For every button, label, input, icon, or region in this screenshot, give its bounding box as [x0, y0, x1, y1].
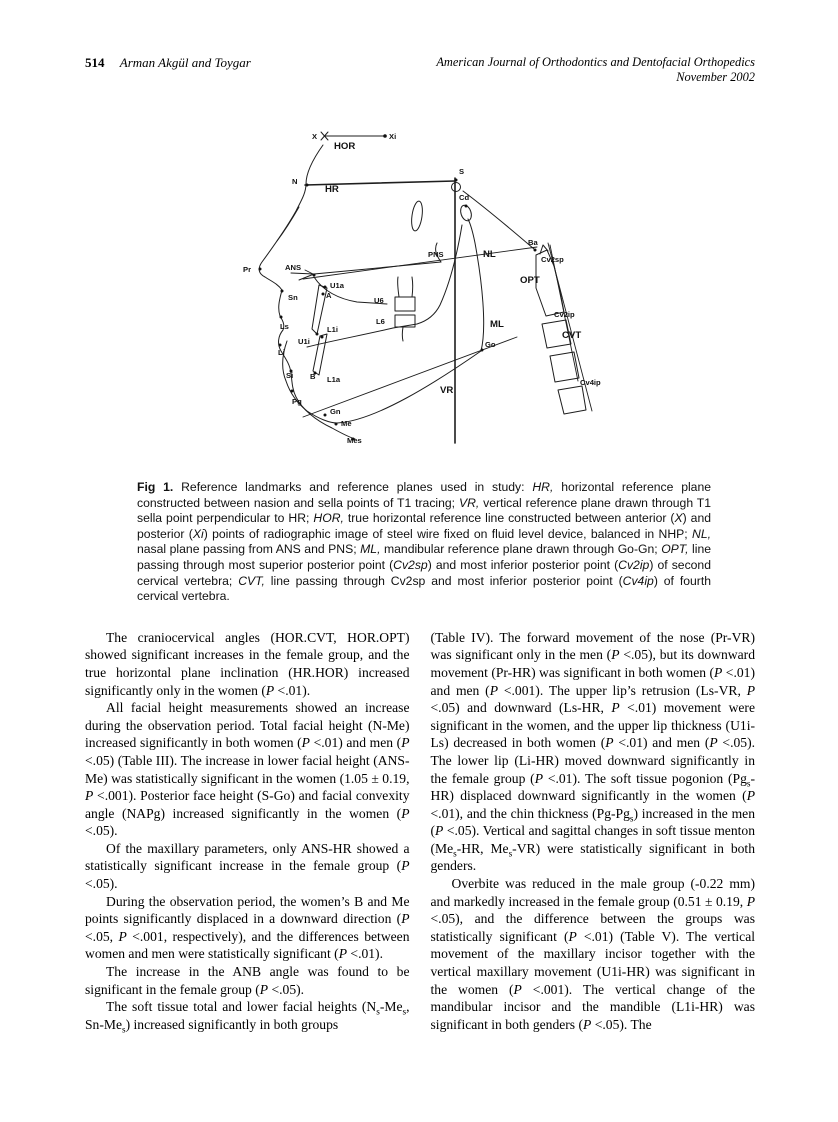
text-segment: P [714, 664, 723, 680]
text-segment: <.05). [268, 981, 305, 997]
text-segment: line passing through Cv2sp and most inferior posterior point ( [264, 573, 623, 588]
text-segment: P [401, 858, 410, 874]
figure-label-cv4ip: Cv4ip [580, 378, 601, 387]
figure-label-go: Go [485, 340, 496, 349]
text-segment: P [611, 647, 620, 663]
soft-tissue-profile [259, 145, 355, 439]
page-header [85, 55, 755, 85]
text-segment: P [401, 805, 410, 821]
text-segment: ) increased in the men ( [430, 805, 755, 839]
text-segment: s [508, 848, 513, 859]
figure-label-pg: Pg [292, 397, 302, 406]
text-segment: P [746, 893, 755, 909]
text-segment: -HR, Me [456, 840, 509, 856]
text-segment: P [583, 1016, 592, 1032]
text-segment: HOR, [313, 511, 344, 526]
hr-vr-reference-lines [305, 178, 455, 443]
text-segment: ) and posterior ( [137, 511, 711, 541]
text-segment: line passing through most superior posterior point ( [137, 542, 712, 572]
text-segment: P [746, 788, 755, 804]
figure-label-vr: VR [440, 385, 454, 396]
text-segment: P [401, 735, 410, 751]
text-segment: ) of second cervical vertebra; [137, 557, 711, 588]
text-segment: ) and most inferior posterior point ( [427, 557, 619, 572]
text-segment: <.05, [85, 928, 119, 944]
figure-label-pr: Pr [243, 265, 252, 274]
figure-label-l6: L6 [376, 317, 385, 326]
figure-label-gn: Gn [330, 407, 341, 416]
figure-label-u6: U6 [374, 296, 384, 305]
text-segment: Cv2sp [393, 557, 428, 572]
text-segment: s [122, 1024, 126, 1035]
text-segment: P [301, 735, 310, 751]
text-segment: mandibular reference plane drawn through Go-Gn; [380, 542, 662, 557]
figure-1 [85, 121, 755, 605]
figure-label-b: B [310, 372, 316, 381]
text-segment: <.05), and the difference between the groups was statistically significant ( [430, 911, 755, 944]
text-segment: P [265, 682, 275, 698]
text-segment: Of the maxillary parameters, only ANS-HR showed a statistically significant increase in the female group ( [85, 840, 410, 874]
text-segment: <.01), and the chin thickness (Pg-Pg [430, 805, 630, 821]
text-segment: <.001, respectively), and the differences between women and men were statistically significant ( [85, 928, 410, 962]
figure-caption [137, 480, 711, 605]
hor-wire-line [321, 132, 387, 140]
text-segment: true horizontal reference line constructed between anterior ( [343, 511, 675, 526]
text-segment: s [376, 1006, 380, 1017]
paragraph [85, 893, 410, 963]
text-segment: <.01). The soft tissue pogonion (Pg [543, 770, 747, 786]
figure-label-cv2sp: Cv2sp [541, 255, 564, 264]
figure-label-u1i: U1i [298, 337, 310, 346]
running-head-left [85, 55, 251, 71]
text-segment: -Me [379, 999, 403, 1015]
figure-label-hor: HOR [334, 141, 356, 152]
text-segment: (Table IV). The forward movement of the nose (Pr-VR) was significant only in the men ( [430, 629, 755, 663]
text-segment: VR, [458, 495, 480, 510]
figure-label-si: Si [286, 371, 294, 380]
text-segment: All facial height measurements showed an increase during the observation period. Total facial height (N-Me) increased significantly in both women ( [85, 700, 410, 751]
text-segment: P [611, 700, 620, 716]
text-segment: HR, [532, 480, 554, 494]
text-segment: P [435, 823, 444, 839]
text-segment: The soft tissue total and lower facial heights (N [106, 999, 377, 1015]
paragraph [85, 998, 410, 1033]
journal-issue-date: November 2002 [676, 70, 755, 84]
text-segment: CVT, [238, 573, 265, 588]
text-segment: <.05). [85, 876, 118, 892]
figure-label-hr: HR [325, 184, 339, 195]
figure-label-xi: Xi [389, 132, 397, 141]
text-segment: -VR) were statistically significant in both genders. [430, 840, 755, 874]
text-segment: P [534, 770, 544, 786]
paragraph [85, 629, 410, 699]
text-segment: NL, [692, 526, 711, 541]
text-segment: P [118, 928, 127, 944]
text-segment: horizontal reference plane constructed between nasion and sella points of T1 tracing; [137, 480, 712, 510]
text-segment: s [402, 1006, 407, 1017]
text-segment: The increase in the ANB angle was found to be significant in the female group ( [85, 964, 410, 997]
page-number: 514 [85, 55, 105, 70]
text-segment: OPT, [661, 542, 689, 557]
figure-label-cd: Cd [459, 193, 470, 202]
figure-label-ml: ML [490, 319, 504, 330]
mandible-tracing [283, 204, 484, 423]
journal-title: American Journal of Orthodontics and Dentofacial Orthopedics [436, 55, 755, 69]
figure-label-l1i: L1i [327, 325, 338, 334]
text-segment: The craniocervical angles (HOR.CVT, HOR.OPT) showed significant increases in the female group, and the true horizontal plane inclination (HR.HOR) increased significantly only in the women ( [85, 629, 410, 698]
figure-label-x: X [312, 132, 318, 141]
figure-label-cvt: CVT [562, 330, 582, 341]
figure-label-ans: ANS [285, 263, 302, 272]
text-segment: ) of fourth cervical vertebra. [137, 573, 711, 604]
column-right [431, 629, 756, 1034]
text-segment: P [401, 911, 410, 927]
figure-label-ba: Ba [528, 238, 538, 247]
figure-label-a: A [326, 291, 332, 300]
text-segment: <.05). [85, 823, 118, 839]
text-segment: <.01). [274, 682, 311, 698]
article-body [85, 629, 755, 1034]
text-segment: Fig 1. [137, 480, 174, 494]
text-segment: P [746, 682, 755, 698]
figure-label-s: S [459, 167, 465, 176]
text-segment: <.05) (Table III). The increase in lower facial height (ANS-Me) was statistically significant in the women (1.05 ± 0.19, [85, 752, 410, 786]
paragraph [85, 699, 410, 840]
text-segment: <.05). The lower lip (Li-HR) moved downward significantly in the female group ( [430, 735, 755, 786]
text-segment: X [674, 511, 683, 526]
paragraph [431, 629, 756, 875]
text-segment: nasal plane passing from ANS and PNS; [137, 542, 361, 557]
figure-label-ls: Ls [280, 322, 289, 331]
text-segment: <.001). The vertical change of the mandibular incisor and the mandible (L1i-HR) was significant in both genders ( [430, 981, 755, 1032]
text-segment: <.001). The upper lip’s retrusion (Ls-VR, [498, 682, 747, 698]
figure-label-mes: Mes [347, 436, 362, 445]
text-segment: <.01). [347, 946, 383, 962]
figure-label-u1a: U1a [330, 281, 344, 290]
text-segment: P [259, 981, 269, 997]
text-segment: -HR) displaced downward significantly in the women ( [430, 770, 755, 804]
cranial-base-tracing [410, 183, 534, 250]
paragraph [431, 875, 756, 1033]
text-segment: P [85, 788, 94, 804]
figure-label-opt: OPT [520, 275, 540, 286]
text-segment: <.01) and men ( [309, 735, 402, 751]
column-left [85, 629, 410, 1034]
figure-label-n: N [292, 177, 298, 186]
text-segment: Xi [192, 526, 204, 541]
text-segment: ) increased significantly in both groups [125, 1016, 339, 1032]
figure-label-nl: NL [483, 249, 496, 260]
text-segment: <.05). Vertical and sagittal changes in soft tissue menton (Me [430, 823, 755, 856]
figure-label-sn: Sn [288, 293, 298, 302]
text-segment: <.01) (Table V). The vertical movement of the maxillary incisor together with the vertical maxillary movement (U1i-HR) was significant in the women ( [430, 928, 756, 997]
text-segment: s [453, 848, 457, 859]
running-head-right [436, 55, 755, 85]
ceph-svg [235, 121, 615, 461]
text-segment: Cv4ip [622, 573, 654, 588]
figure-label-li: Li [278, 348, 285, 357]
text-segment: Cv2ip [618, 557, 650, 572]
figure-label-me: Me [341, 419, 352, 428]
text-segment: During the observation period, the women’s B and Me points significantly displaced in a downward direction ( [85, 893, 410, 927]
figure-label-pns: PNS [428, 250, 444, 259]
text-segment: vertical reference plane drawn through T1 sella point perpendicular to HR; [137, 495, 711, 526]
text-segment: <.05) and downward (Ls-HR, [430, 700, 612, 716]
text-segment: <.01) and men ( [430, 664, 755, 698]
text-segment: P [568, 928, 577, 944]
maxilla-tracing [291, 243, 441, 334]
text-segment: P [338, 946, 347, 962]
text-segment: s [746, 778, 751, 789]
figure-image [235, 121, 755, 466]
text-segment: , Sn-Me [85, 999, 410, 1032]
text-segment: <.01) and men ( [613, 735, 710, 751]
paragraph [85, 963, 410, 998]
text-segment: Overbite was reduced in the male group (-0.22 mm) and markedly increased in the female group (0.51 ± 0.19, [430, 876, 755, 909]
text-segment: ) points of radiographic image of steel wire fixed on fluid level device, balanced in NHP; [203, 526, 693, 541]
text-segment: Reference landmarks and reference planes used in study: [173, 480, 533, 494]
text-segment: P [709, 735, 718, 751]
text-segment: P [513, 981, 522, 997]
paragraph [85, 840, 410, 893]
molar-teeth [395, 277, 415, 341]
text-segment: P [605, 735, 614, 751]
text-segment: <.001). Posterior face height (S-Go) and facial convexity angle (NAPg) increased significantly in the women ( [85, 788, 410, 821]
text-segment: ML, [360, 542, 381, 557]
running-authors: Arman Akgül and Toygar [119, 55, 251, 70]
figure-label-l1a: L1a [327, 375, 341, 384]
text-segment: <.05). The [591, 1016, 652, 1032]
text-segment: P [489, 682, 499, 698]
text-segment: s [629, 813, 634, 824]
text-segment: <.05), but its downward movement (Pr-HR) was significant in both women ( [430, 647, 755, 680]
figure-label-cv2ip: Cv2ip [554, 310, 575, 319]
text-segment: <.01) movement were significant in the women, and the upper lip thickness (U1i-Ls) decreased in both women ( [430, 700, 755, 751]
